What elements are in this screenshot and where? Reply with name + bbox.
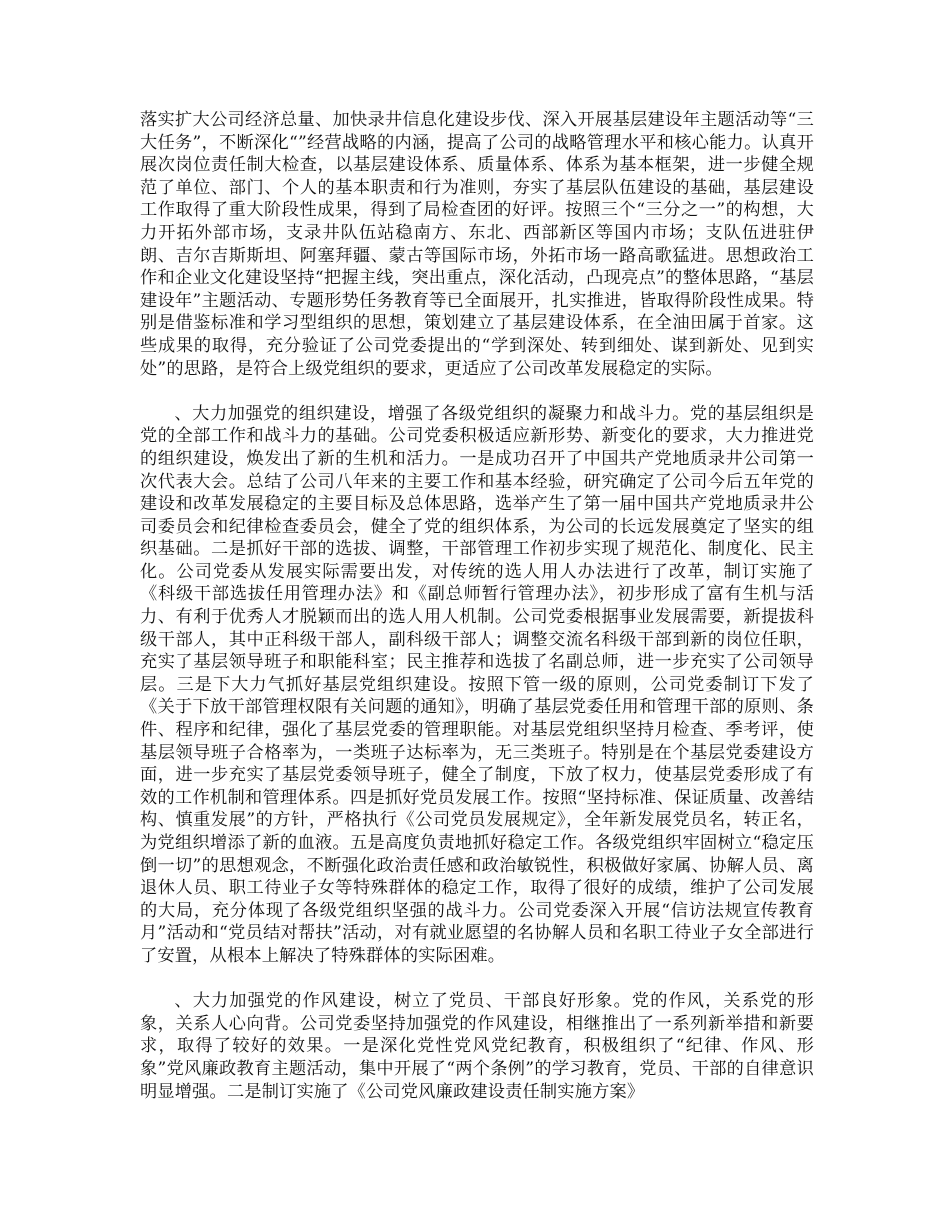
document-page [140,109,814,1103]
paragraph-organization-building: 、大力加强党的组织建设，增强了各级党组织的凝聚力和战斗力。党的基层组织是党的全部工作和战斗力的基础。公司党委积极适应新形势、新变化的要求，大力推进党的组织建设，焕发出了新的生机和活力。一是成功召开了中国共产党地质录井公司第一次代表大会。总结了公司八年来的主要工作和基本经验，研究确定了公司今后五年党的建设和改革发展稳定的主要目标及总体思路，选举产生了第一届中国共产党地质录井公司委员会和纪律检查委员会，健全了党的组织体系，为公司的长远发展奠定了坚实的组织基础。二是抓好干部的选拔、调整，干部管理工作初步实现了规范化、制度化、民主化。公司党委从发展实际需要出发，对传统的选人用人办法进行了改革，制订实施了《科级干部选拔任用管理办法》和《副总师暂行管理办法》，初步形成了富有生机与活力、有利于优秀人才脱颖而出的选人用人机制。公司党委根据事业发展需要，新提拔科级干部人，其中正科级干部人，副科级干部人；调整交流名科级干部到新的岗位任职，充实了基层领导班子和职能科室；民主推荐和选拔了名副总师，进一步充实了公司领导层。三是下大力气抓好基层党组织建设。按照下管一级的原则，公司党委制订下发了《关于下放干部管理权限有关问题的通知》，明确了基层党委任用和管理干部的原则、条件、程序和纪律，强化了基层党委的管理职能。对基层党组织坚持月检查、季考评，使基层领导班子合格率为，一类班子达标率为，无三类班子。特别是在个基层党委建设方面，进一步充实了基层党委领导班子，健全了制度，下放了权力，使基层党委形成了有效的工作机制和管理体系。四是抓好党员发展工作。按照“坚持标准、保证质量、改善结构、慎重发展”的方针，严格执行《公司党员发展规定》，全年新发展党员名，转正名，为党组织增添了新的血液。五是高度负责地抓好稳定工作。各级党组织牢固树立“稳定压倒一切”的思想观念，不断强化政治责任感和政治敏锐性，积极做好家属、协解人员、离退休人员、职工待业子女等特殊群体的稳定工作，取得了很好的成绩，维护了公司发展的大局，充分体现了各级党组织坚强的战斗力。公司党委深入开展“信访法规宣传教育月”活动和“党员结对帮扶”活动，对有就业愿望的名协解人员和名职工待业子女全部进行了安置，从根本上解决了特殊群体的实际困难。 [140,403,814,966]
paragraph-achievements: 落实扩大公司经济总量、加快录井信息化建设步伐、深入开展基层建设年主题活动等“三大任务”，不断深化“”经营战略的内涵，提高了公司的战略管理水平和核心能力。认真开展次岗位责任制大检查，以基层建设体系、质量体系、体系为基本框架，进一步健全规范了单位、部门、个人的基本职责和行为准则，夯实了基层队伍建设的基础，基层建设工作取得了重大阶段性成果，得到了局检查团的好评。按照三个“三分之一”的构想，大力开拓外部市场，支录井队伍站稳南方、东北、西部新区等国内市场；支队伍进驻伊朗、吉尔吉斯斯坦、阿塞拜疆、蒙古等国际市场，外拓市场一路高歌猛进。思想政治工作和企业文化建设坚持“把握主线，突出重点，深化活动，凸现亮点”的整体思路，“基层建设年”主题活动、专题形势任务教育等已全面展开，扎实推进，皆取得阶段性成果。特别是借鉴标准和学习型组织的思想，策划建立了基层建设体系，在全油田属于首家。这些成果的取得，充分验证了公司党委提出的“学到深处、转到细处、谋到新处、见到实处”的思路，是符合上级党组织的要求，更适应了公司改革发展稳定的实际。 [140,110,814,379]
paragraph-work-style-building: 、大力加强党的作风建设，树立了党员、干部良好形象。党的作风，关系党的形象，关系人心向背。公司党委坚持加强党的作风建设，相继推出了一系列新举措和新要求，取得了较好的效果。一是深化党性党风党纪教育，积极组织了“纪律、作风、形象”党风廉政教育主题活动，集中开展了“两个条例”的学习教育，党员、干部的自律意识明显增强。二是制订实施了《公司党风廉政建设责任制实施方案》 [140,991,814,1102]
